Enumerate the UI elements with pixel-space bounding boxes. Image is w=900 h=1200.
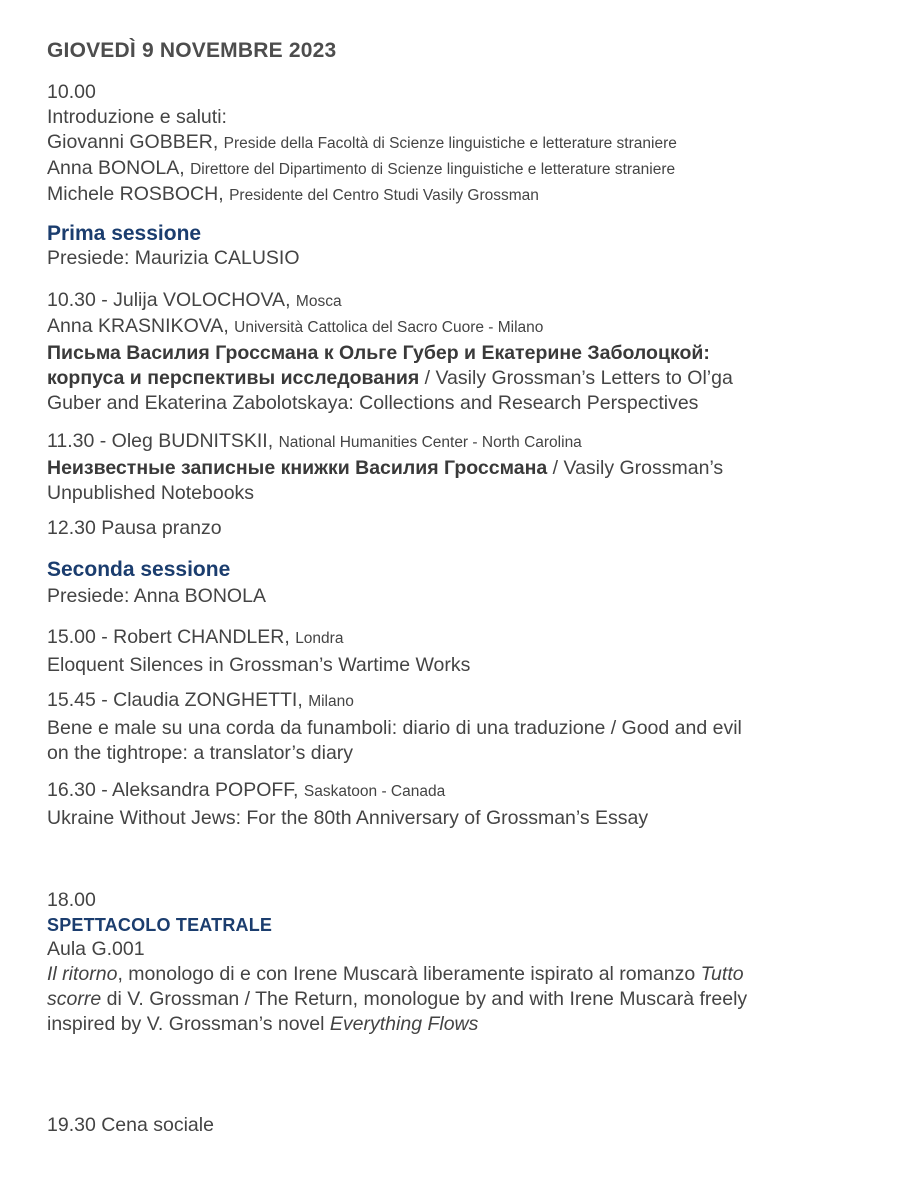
speaker-role: Direttore del Dipartimento di Scienze linguistiche e letterature straniere: [190, 161, 676, 178]
speaker-name: Michele ROSBOCH: [47, 183, 219, 205]
talk-block: [47, 778, 877, 831]
theatre-desc-italic: scorre: [47, 988, 102, 1010]
talk-block: [47, 288, 877, 416]
speaker-place: Milano: [308, 693, 354, 710]
theatre-room: Aula G.001: [47, 938, 145, 960]
session1-title: Prima sessione: [47, 222, 202, 245]
speaker-place: Università Cattolica del Sacro Cuore - Milano: [234, 319, 544, 336]
speaker-role: Preside della Facoltà di Scienze linguistiche e letterature straniere: [223, 135, 677, 152]
theatre-desc-text: di V. Grossman / The Return, monologue by and with Irene Muscarà freely: [101, 988, 748, 1010]
theatre-desc-text: inspired by V. Grossman’s novel: [47, 1013, 330, 1035]
talk-title: Bene e male su una corda da funamboli: diario di una traduzione / Good and evil: [47, 717, 742, 739]
session1-chair: Presiede: Maurizia CALUSIO: [47, 247, 300, 269]
speaker-place: Londra: [295, 630, 344, 647]
speaker-role: Presidente del Centro Studi Vasily Grossman: [229, 187, 539, 204]
lunch-break: 12.30 Pausa pranzo: [47, 517, 222, 539]
opening-block: [47, 80, 877, 208]
talk-title-ru: корпуса и перспективы исследования: [47, 367, 420, 389]
talk-title: on the tightrope: a translator’s diary: [47, 742, 354, 764]
speaker-name: Anna BONOLA: [47, 157, 180, 179]
theatre-time: 18.00: [47, 889, 96, 911]
social-dinner: 19.30 Cena sociale: [47, 1114, 214, 1136]
talk-speaker: 15.00 - Robert CHANDLER, Londra: [47, 626, 344, 648]
talk-speaker: 11.30 - Oleg BUDNITSKII, National Humanities Center - North Carolina: [47, 430, 582, 452]
session2-title: Seconda sessione: [47, 558, 231, 581]
speaker-name: 15.45 - Claudia ZONGHETTI: [47, 689, 298, 711]
talk-title: Eloquent Silences in Grossman’s Wartime Works: [47, 654, 471, 676]
day-heading: GIOVEDÌ 9 NOVEMBRE 2023: [47, 39, 337, 62]
talk-speaker: 16.30 - Aleksandra POPOFF, Saskatoon - Canada: [47, 779, 446, 801]
speaker-place: Saskatoon - Canada: [303, 783, 446, 800]
talk-block: [47, 625, 877, 678]
title-separator: /: [547, 457, 564, 479]
speaker-place: Mosca: [295, 293, 342, 310]
talk-title-en: Unpublished Notebooks: [47, 482, 255, 504]
talk-title: [47, 341, 877, 416]
theatre-description: [47, 987, 877, 1012]
speaker-name: 16.30 - Aleksandra POPOFF: [47, 779, 294, 801]
opening-title: Introduzione e saluti:: [47, 106, 227, 128]
theatre-desc-italic: Il ritorno: [47, 963, 118, 985]
opening-speaker: Giovanni GOBBER, Preside della Facoltà di Scienze linguistiche e letterature straniere: [47, 131, 677, 153]
theatre-desc-text: , monologo di e con Irene Muscarà liberamente ispirato al romanzo: [117, 963, 701, 985]
talk-title: Ukraine Without Jews: For the 80th Anniversary of Grossman’s Essay: [47, 807, 649, 829]
theatre-title: SPETTACOLO TEATRALE: [47, 915, 273, 935]
talk-title: [47, 456, 877, 506]
speaker-name: 10.30 - Julija VOLOCHOVA: [47, 289, 286, 311]
talk-title-en: Guber and Ekaterina Zabolotskaya: Collections and Research Perspectives: [47, 392, 699, 414]
talk-block: [47, 688, 877, 766]
talk-block: [47, 429, 877, 506]
talk-speaker: Anna KRASNIKOVA, Università Cattolica del Sacro Cuore - Milano: [47, 315, 544, 337]
speaker-place: National Humanities Center - North Carolina: [278, 434, 582, 451]
opening-speaker: Michele ROSBOCH, Presidente del Centro Studi Vasily Grossman: [47, 183, 539, 205]
theatre-desc-italic: Tutto: [700, 963, 744, 985]
talk-title-en: Vasily Grossman’s: [563, 457, 724, 479]
opening-speaker: Anna BONOLA, Direttore del Dipartimento di Scienze linguistiche e letterature straniere: [47, 157, 676, 179]
theatre-desc-italic: Everything Flows: [329, 1013, 479, 1035]
theatre-description: [47, 1012, 877, 1037]
speaker-name: 15.00 - Robert CHANDLER: [47, 626, 285, 648]
talk-speaker: 15.45 - Claudia ZONGHETTI, Milano: [47, 689, 354, 711]
title-separator: /: [419, 367, 436, 389]
talk-title-ru: Письма Василия Гроссмана к Ольге Губер и Екатерине Заболоцкой:: [47, 342, 710, 364]
talk-title-en: Vasily Grossman’s Letters to Ol’ga: [435, 367, 733, 389]
session2-chair: Presiede: Anna BONOLA: [47, 585, 266, 607]
talk-speaker: 10.30 - Julija VOLOCHOVA, Mosca: [47, 289, 342, 311]
theatre-block: [47, 888, 877, 1037]
speaker-name: Anna KRASNIKOVA: [47, 315, 224, 337]
speaker-name: Giovanni GOBBER: [47, 131, 213, 153]
speaker-name: 11.30 - Oleg BUDNITSKII: [47, 430, 268, 452]
theatre-description: [47, 962, 877, 987]
opening-time: 10.00: [47, 81, 96, 103]
talk-title-ru: Неизвестные записные книжки Василия Гроссмана: [47, 457, 548, 479]
